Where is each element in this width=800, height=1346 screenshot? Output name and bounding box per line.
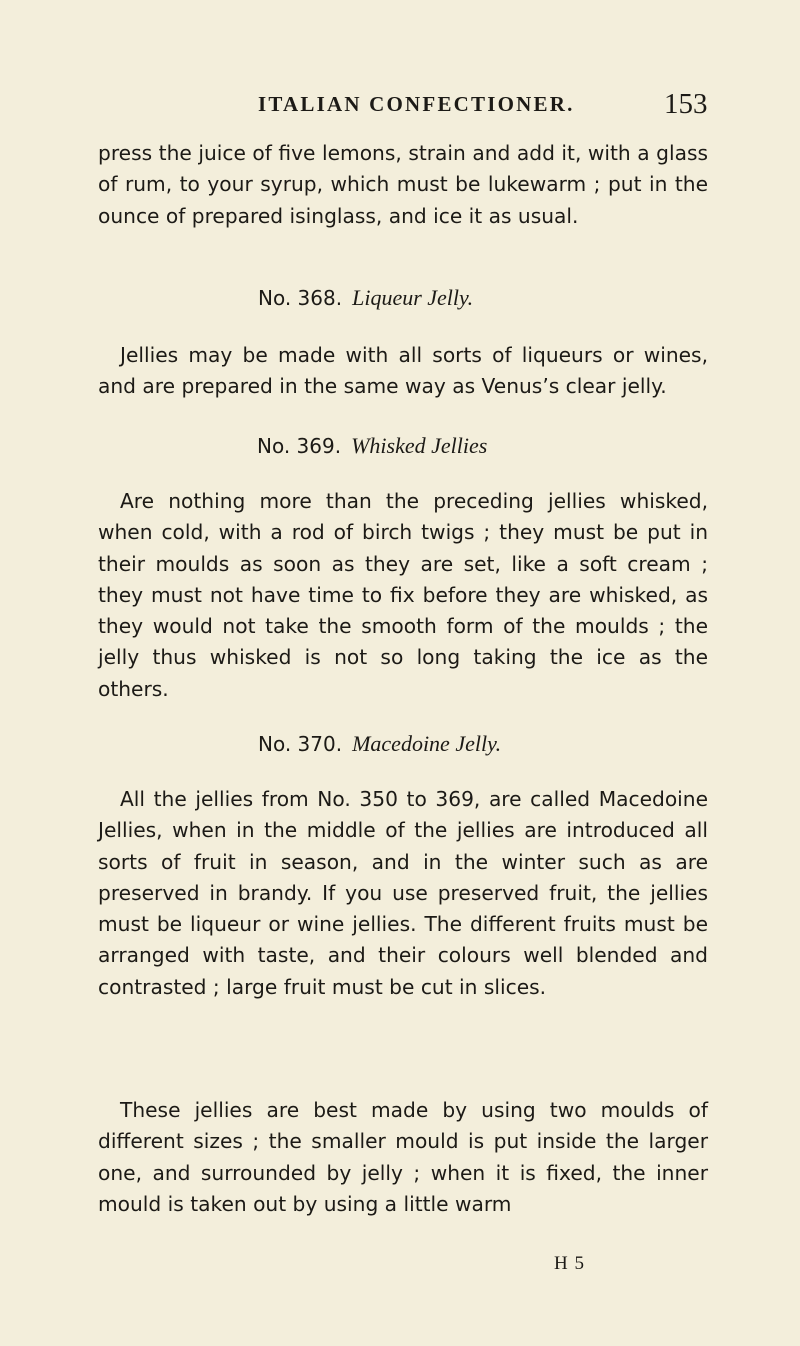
page-header xyxy=(0,88,800,132)
running-title: ITALIAN CONFECTIONER. xyxy=(258,92,575,116)
recipe-heading-370 xyxy=(0,730,800,758)
paragraph-liqueur-jelly: Jellies may be made with all sorts of liqueurs or wines, and are prepared in the same way as Venus’s clear jelly. xyxy=(98,343,708,399)
recipe-title: Liqueur Jelly. xyxy=(352,285,474,310)
page-number: 153 xyxy=(664,88,708,120)
paragraph-whisked-jellies: Are nothing more than the preceding jellies whisked, when cold, with a rod of birch twigs ; they must be put in their moulds as soon as they are set, like a soft cream ; they must not have time to fix before they are whisked, as they would not take the smooth form of the moulds ; the jelly thus whisked is not so long taking the ice as the others. xyxy=(98,489,708,701)
recipe-number: No. 369. xyxy=(257,434,342,458)
recipe-title: Macedoine Jelly. xyxy=(352,731,502,756)
recipe-heading-368 xyxy=(0,284,800,312)
paragraph-macedoine-jelly: All the jellies from No. 350 to 369, are called Macedoine Jellies, when in the middle of the jellies are introduced all sorts of fruit in season, and in the winter such as are preserved in brandy. If you use preserved fruit, the jellies must be liqueur or wine jellies. The different fruits must be arranged with taste, and their colours well blended and contrasted ; large fruit must be cut in slices. xyxy=(98,787,708,999)
signature-mark: H 5 xyxy=(554,1253,585,1274)
recipe-title: Whisked Jellies xyxy=(351,433,488,458)
recipe-number: No. 368. xyxy=(258,286,343,310)
paragraph-macedoine-moulds: These jellies are best made by using two moulds of different sizes ; the smaller mould is put inside the larger one, and surrounded by jelly ; when it is fixed, the inner mould is taken out by using a little warm xyxy=(98,1098,708,1216)
paragraph-continuation: press the juice of five lemons, strain and add it, with a glass of rum, to your syrup, which must be lukewarm ; put in the ounce of prepared isinglass, and ice it as usual. xyxy=(98,141,708,228)
recipe-number: No. 370. xyxy=(258,732,343,756)
recipe-heading-369 xyxy=(0,432,800,460)
